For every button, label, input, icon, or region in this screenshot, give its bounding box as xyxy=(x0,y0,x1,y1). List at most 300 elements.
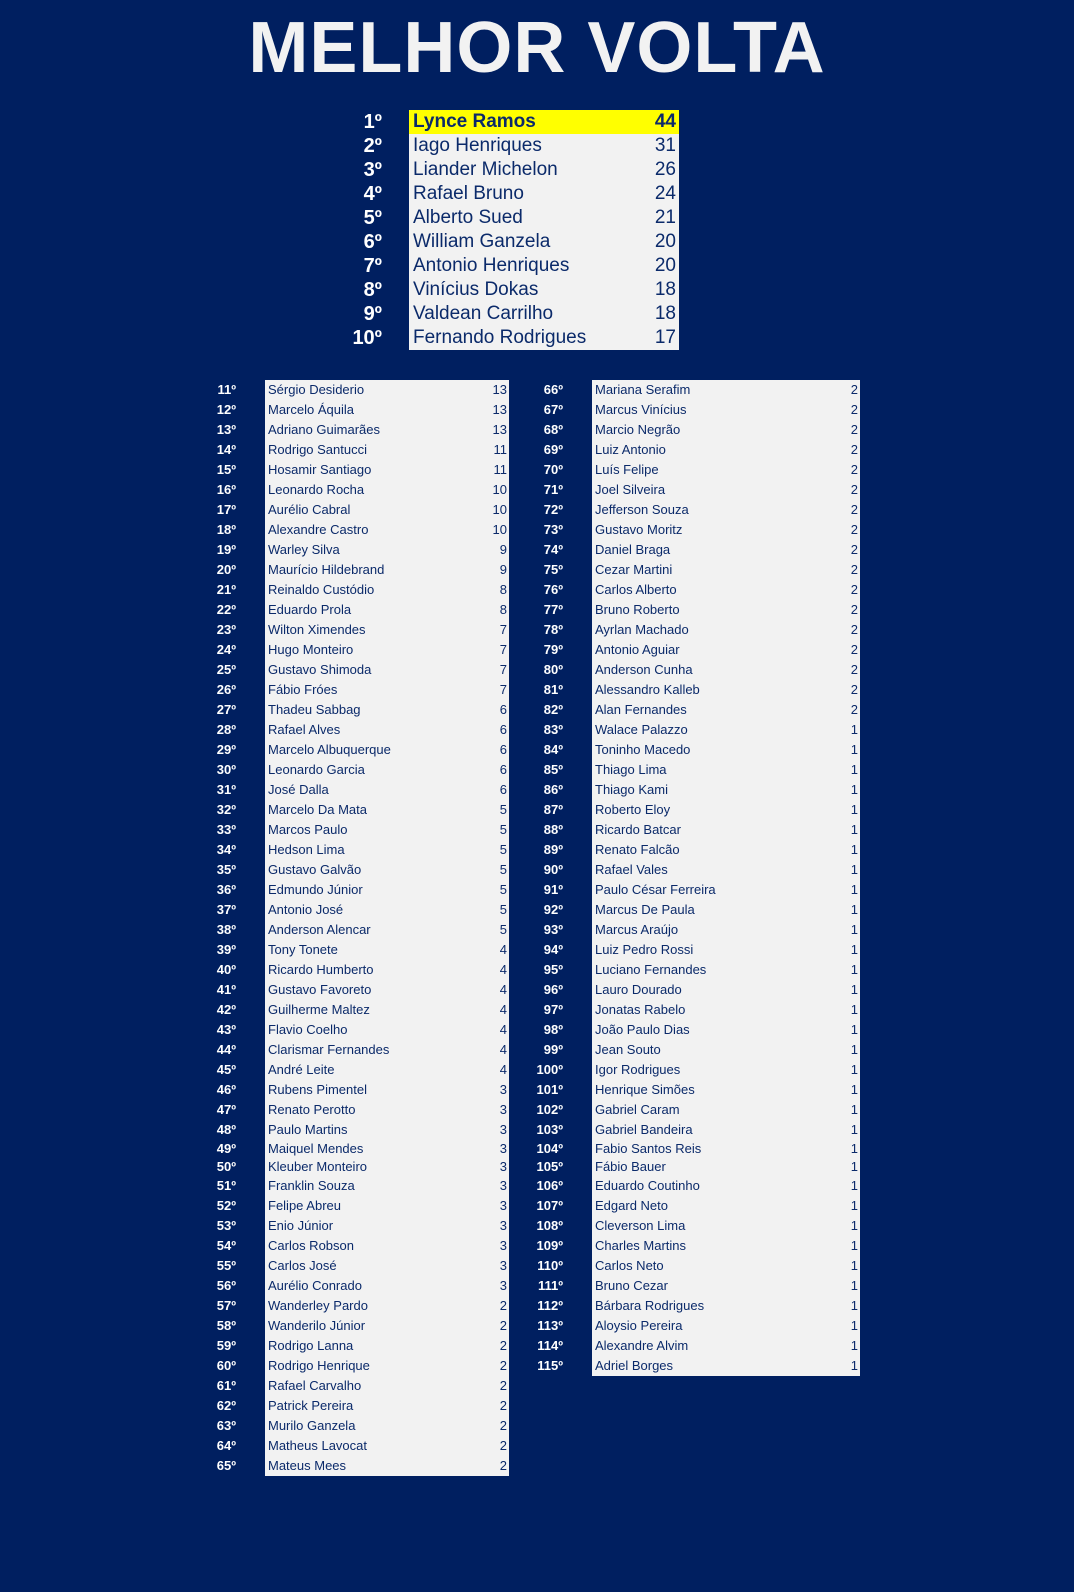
rank-position: 68º xyxy=(543,422,563,437)
driver-points: 2 xyxy=(850,442,858,457)
driver-cell xyxy=(265,1020,509,1040)
driver-points: 3 xyxy=(499,1102,507,1117)
driver-cell xyxy=(592,1356,860,1376)
rank-position: 58º xyxy=(216,1318,236,1333)
driver-name: Rodrigo Henrique xyxy=(268,1358,370,1373)
driver-cell xyxy=(265,740,509,760)
driver-name: Mateus Mees xyxy=(268,1458,347,1473)
driver-points: 13 xyxy=(492,402,507,417)
rank-position: 10º xyxy=(352,327,382,349)
driver-cell xyxy=(265,780,509,800)
driver-name: Thiago Lima xyxy=(595,762,667,777)
rank-position: 71º xyxy=(543,482,563,497)
driver-points: 2 xyxy=(850,642,858,657)
driver-name: Alan Fernandes xyxy=(595,702,687,717)
driver-points: 1 xyxy=(850,1318,858,1333)
rank-position: 9º xyxy=(363,303,382,325)
driver-name: Antonio Henriques xyxy=(413,255,570,276)
driver-name: Leonardo Rocha xyxy=(268,482,365,497)
driver-name: Ricardo Batcar xyxy=(595,822,681,837)
driver-points: 1 xyxy=(850,962,858,977)
driver-cell xyxy=(409,254,679,278)
rank-position: 49º xyxy=(216,1141,236,1156)
driver-name: Rafael Bruno xyxy=(413,183,524,204)
rank-position: 23º xyxy=(216,622,236,637)
driver-name: Alberto Sued xyxy=(413,207,523,228)
driver-name: Fernando Rodrigues xyxy=(413,327,587,348)
driver-points: 7 xyxy=(499,662,507,677)
driver-points: 3 xyxy=(499,1238,507,1253)
driver-cell xyxy=(265,1436,509,1456)
driver-name: Antonio José xyxy=(268,902,344,917)
driver-name: Toninho Macedo xyxy=(595,742,691,757)
driver-cell xyxy=(265,860,509,880)
driver-points: 2 xyxy=(499,1398,507,1413)
driver-points: 2 xyxy=(499,1458,507,1473)
driver-cell xyxy=(265,580,509,600)
driver-points: 5 xyxy=(499,822,507,837)
ranking-row xyxy=(340,206,680,230)
driver-points: 1 xyxy=(850,1358,858,1373)
driver-name: Franklin Souza xyxy=(268,1178,355,1193)
rank-position: 30º xyxy=(216,762,236,777)
driver-cell xyxy=(265,760,509,780)
driver-name: Iago Henriques xyxy=(413,135,542,156)
driver-name: Edmundo Júnior xyxy=(268,882,363,897)
driver-points: 18 xyxy=(654,303,676,324)
driver-points: 4 xyxy=(499,1002,507,1017)
rank-position: 67º xyxy=(543,402,563,417)
driver-points: 2 xyxy=(499,1338,507,1353)
driver-points: 1 xyxy=(850,1002,858,1017)
driver-points: 2 xyxy=(850,382,858,397)
driver-points: 3 xyxy=(499,1218,507,1233)
driver-points: 1 xyxy=(850,1338,858,1353)
driver-cell xyxy=(592,1020,860,1040)
driver-name: Aurélio Conrado xyxy=(268,1278,362,1293)
driver-points: 2 xyxy=(850,622,858,637)
driver-name: Edgard Neto xyxy=(595,1198,668,1213)
driver-points: 1 xyxy=(850,1298,858,1313)
driver-cell xyxy=(265,820,509,840)
driver-name: Guilherme Maltez xyxy=(268,1002,370,1017)
rank-position: 83º xyxy=(543,722,563,737)
driver-name: Wanderilo Júnior xyxy=(268,1318,366,1333)
driver-cell xyxy=(265,1158,509,1176)
driver-cell xyxy=(265,680,509,700)
driver-points: 5 xyxy=(499,882,507,897)
driver-cell xyxy=(265,840,509,860)
driver-name: Jonatas Rabelo xyxy=(595,1002,686,1017)
rank-position: 18º xyxy=(216,522,236,537)
driver-cell xyxy=(409,278,679,302)
driver-cell xyxy=(265,540,509,560)
driver-cell xyxy=(592,460,860,480)
rank-position: 81º xyxy=(543,682,563,697)
driver-cell xyxy=(592,780,860,800)
rank-position: 96º xyxy=(543,982,563,997)
driver-name: Ayrlan Machado xyxy=(595,622,689,637)
driver-name: Reinaldo Custódio xyxy=(268,582,375,597)
driver-name: Bruno Roberto xyxy=(595,602,680,617)
driver-cell xyxy=(409,302,679,326)
rank-position: 40º xyxy=(216,962,236,977)
rank-position: 34º xyxy=(216,842,236,857)
driver-name: Anderson Alencar xyxy=(268,922,371,937)
rank-position: 11º xyxy=(217,382,236,397)
driver-name: Rafael Carvalho xyxy=(268,1378,362,1393)
driver-name: Rodrigo Lanna xyxy=(268,1338,354,1353)
driver-points: 2 xyxy=(499,1378,507,1393)
driver-cell xyxy=(592,1196,860,1216)
driver-name: Cezar Martini xyxy=(595,562,673,577)
driver-name: Marcio Negrão xyxy=(595,422,681,437)
rank-position: 82º xyxy=(543,702,563,717)
driver-points: 2 xyxy=(499,1318,507,1333)
driver-cell xyxy=(592,1158,860,1176)
driver-cell xyxy=(592,820,860,840)
driver-cell xyxy=(265,920,509,940)
driver-points: 20 xyxy=(654,231,676,252)
rank-position: 100º xyxy=(536,1062,563,1077)
driver-points: 1 xyxy=(850,922,858,937)
driver-points: 4 xyxy=(499,962,507,977)
driver-cell xyxy=(592,880,860,900)
rank-position: 25º xyxy=(216,662,236,677)
driver-cell xyxy=(265,960,509,980)
driver-points: 6 xyxy=(499,782,507,797)
driver-points: 2 xyxy=(850,482,858,497)
driver-cell xyxy=(592,520,860,540)
driver-cell xyxy=(265,700,509,720)
driver-name: Vinícius Dokas xyxy=(413,279,539,300)
driver-name: João Paulo Dias xyxy=(595,1022,690,1037)
driver-name: Sérgio Desiderio xyxy=(268,382,365,397)
rank-position: 24º xyxy=(216,642,236,657)
driver-cell xyxy=(592,640,860,660)
driver-cell xyxy=(592,1216,860,1236)
driver-points: 2 xyxy=(850,462,858,477)
driver-cell xyxy=(265,500,509,520)
driver-name: Carlos Alberto xyxy=(595,582,677,597)
driver-points: 1 xyxy=(850,1178,858,1193)
driver-name: Joel Silveira xyxy=(595,482,666,497)
ranking-row xyxy=(340,302,680,326)
driver-points: 3 xyxy=(499,1159,507,1174)
driver-cell xyxy=(592,1080,860,1100)
rank-position: 109º xyxy=(536,1238,563,1253)
rank-position: 64º xyxy=(216,1438,236,1453)
rank-position: 85º xyxy=(543,762,563,777)
driver-points: 1 xyxy=(850,1042,858,1057)
rank-position: 75º xyxy=(543,562,563,577)
driver-points: 2 xyxy=(850,702,858,717)
rank-position: 114º xyxy=(537,1338,563,1353)
rank-position: 51º xyxy=(216,1178,236,1193)
page-title: MELHOR VOLTA xyxy=(248,8,826,88)
rank-position: 97º xyxy=(543,1002,563,1017)
driver-name: Leonardo Garcia xyxy=(268,762,365,777)
driver-cell xyxy=(265,380,509,400)
rank-position: 115º xyxy=(537,1358,563,1373)
driver-cell xyxy=(409,158,679,182)
driver-cell xyxy=(592,1100,860,1120)
driver-points: 2 xyxy=(499,1418,507,1433)
driver-name: Carlos José xyxy=(268,1258,337,1273)
driver-points: 3 xyxy=(499,1082,507,1097)
driver-cell xyxy=(265,400,509,420)
rank-position: 33º xyxy=(216,822,236,837)
driver-name: Bruno Cezar xyxy=(595,1278,668,1293)
driver-cell xyxy=(265,1396,509,1416)
driver-cell xyxy=(265,1236,509,1256)
ranking-row xyxy=(340,278,680,302)
driver-name: Jefferson Souza xyxy=(595,502,689,517)
driver-name: Walace Palazzo xyxy=(595,722,688,737)
driver-points: 17 xyxy=(654,327,676,348)
driver-points: 1 xyxy=(850,742,858,757)
driver-name: Marcus De Paula xyxy=(595,902,695,917)
driver-points: 10 xyxy=(492,522,507,537)
driver-name: Valdean Carrilho xyxy=(413,303,554,324)
driver-points: 1 xyxy=(850,1062,858,1077)
rank-position: 6º xyxy=(363,231,382,253)
driver-name: Maurício Hildebrand xyxy=(268,562,385,577)
driver-points: 1 xyxy=(850,1218,858,1233)
driver-name: Gustavo Favoreto xyxy=(268,982,372,997)
driver-cell xyxy=(592,700,860,720)
driver-points: 1 xyxy=(850,1141,858,1156)
driver-points: 1 xyxy=(850,1159,858,1174)
driver-cell xyxy=(265,1276,509,1296)
driver-cell xyxy=(592,800,860,820)
driver-name: Alexandre Castro xyxy=(268,522,369,537)
driver-points: 8 xyxy=(499,582,507,597)
driver-name: Carlos Neto xyxy=(595,1258,664,1273)
rank-position: 46º xyxy=(216,1082,236,1097)
driver-name: Rafael Vales xyxy=(595,862,668,877)
ranking-row xyxy=(340,326,680,350)
rank-position: 102º xyxy=(536,1102,563,1117)
driver-name: Marcus Araújo xyxy=(595,922,679,937)
rank-position: 107º xyxy=(536,1198,563,1213)
rank-position: 90º xyxy=(543,862,563,877)
driver-name: Hugo Monteiro xyxy=(268,642,354,657)
driver-points: 3 xyxy=(499,1178,507,1193)
driver-cell xyxy=(592,1176,860,1196)
driver-cell xyxy=(265,420,509,440)
driver-name: Marcelo Albuquerque xyxy=(268,742,391,757)
driver-cell xyxy=(592,420,860,440)
driver-name: Gabriel Bandeira xyxy=(595,1122,693,1137)
driver-cell xyxy=(265,1256,509,1276)
driver-name: Renato Falcão xyxy=(595,842,680,857)
driver-points: 9 xyxy=(499,562,507,577)
driver-name: Alexandre Alvim xyxy=(595,1338,689,1353)
driver-cell xyxy=(592,940,860,960)
driver-points: 3 xyxy=(499,1122,507,1137)
driver-points: 5 xyxy=(499,862,507,877)
driver-name: Charles Martins xyxy=(595,1238,687,1253)
driver-points: 1 xyxy=(850,882,858,897)
driver-points: 13 xyxy=(492,382,507,397)
driver-cell xyxy=(265,1000,509,1020)
driver-cell xyxy=(592,1336,860,1356)
driver-points: 1 xyxy=(850,902,858,917)
driver-name: Gustavo Shimoda xyxy=(268,662,372,677)
driver-cell xyxy=(265,460,509,480)
driver-cell xyxy=(265,1376,509,1396)
driver-points: 1 xyxy=(850,1198,858,1213)
driver-points: 31 xyxy=(654,135,676,156)
rank-position: 80º xyxy=(543,662,563,677)
driver-cell xyxy=(265,440,509,460)
driver-cell xyxy=(592,720,860,740)
driver-name: Wilton Ximendes xyxy=(268,622,366,637)
driver-points: 3 xyxy=(499,1278,507,1293)
driver-cell xyxy=(265,640,509,660)
driver-points: 6 xyxy=(499,762,507,777)
driver-cell xyxy=(265,1356,509,1376)
driver-points: 2 xyxy=(850,402,858,417)
driver-name: Eduardo Prola xyxy=(268,602,352,617)
driver-cell xyxy=(265,1416,509,1436)
driver-name: Felipe Abreu xyxy=(268,1198,341,1213)
driver-points: 2 xyxy=(850,602,858,617)
driver-points: 5 xyxy=(499,842,507,857)
driver-name: Marcelo Da Mata xyxy=(268,802,367,817)
driver-name: William Ganzela xyxy=(413,231,551,252)
driver-points: 18 xyxy=(654,279,676,300)
driver-cell xyxy=(592,740,860,760)
rank-position: 73º xyxy=(543,522,563,537)
driver-cell xyxy=(592,960,860,980)
driver-points: 11 xyxy=(493,462,507,477)
driver-name: Clarismar Fernandes xyxy=(268,1042,390,1057)
driver-points: 26 xyxy=(654,159,676,180)
rank-position: 92º xyxy=(543,902,563,917)
rank-position: 65º xyxy=(216,1458,236,1473)
driver-points: 1 xyxy=(850,802,858,817)
driver-name: Matheus Lavocat xyxy=(268,1438,368,1453)
driver-points: 9 xyxy=(499,542,507,557)
driver-points: 4 xyxy=(499,942,507,957)
driver-cell xyxy=(592,1140,860,1158)
driver-cell xyxy=(592,840,860,860)
rank-position: 1º xyxy=(363,111,382,133)
rank-position: 42º xyxy=(216,1002,236,1017)
driver-cell xyxy=(265,600,509,620)
driver-points: 6 xyxy=(499,722,507,737)
driver-points: 1 xyxy=(850,1278,858,1293)
driver-cell xyxy=(265,1456,509,1476)
driver-name: José Dalla xyxy=(268,782,329,797)
driver-cell xyxy=(265,900,509,920)
driver-points: 2 xyxy=(850,422,858,437)
driver-cell xyxy=(592,1000,860,1020)
driver-name: Marcos Paulo xyxy=(268,822,348,837)
driver-points: 2 xyxy=(850,562,858,577)
rank-position: 101º xyxy=(536,1082,563,1097)
driver-points: 11 xyxy=(493,442,507,457)
driver-cell xyxy=(592,760,860,780)
driver-points: 10 xyxy=(492,502,507,517)
driver-points: 4 xyxy=(499,1022,507,1037)
driver-cell xyxy=(409,326,679,350)
driver-cell xyxy=(592,1060,860,1080)
rank-position: 56º xyxy=(216,1278,236,1293)
driver-name: Wanderley Pardo xyxy=(268,1298,368,1313)
driver-cell xyxy=(265,1040,509,1060)
driver-cell xyxy=(265,980,509,1000)
rank-position: 45º xyxy=(216,1062,236,1077)
rank-position: 48º xyxy=(216,1122,236,1137)
rank-position: 54º xyxy=(216,1238,236,1253)
rank-position: 8º xyxy=(363,279,382,301)
leader-highlight-cell xyxy=(409,110,679,134)
driver-points: 10 xyxy=(492,482,507,497)
driver-points: 2 xyxy=(499,1438,507,1453)
rank-position: 72º xyxy=(543,502,563,517)
rank-position: 57º xyxy=(216,1298,236,1313)
driver-cell xyxy=(265,1336,509,1356)
driver-name: Luciano Fernandes xyxy=(595,962,707,977)
driver-cell xyxy=(592,620,860,640)
driver-name: Thadeu Sabbag xyxy=(268,702,361,717)
rank-position: 4º xyxy=(363,183,382,205)
driver-cell xyxy=(265,720,509,740)
driver-name: Rafael Alves xyxy=(268,722,341,737)
driver-cell xyxy=(592,660,860,680)
driver-cell xyxy=(592,1316,860,1336)
rank-position: 5º xyxy=(363,207,382,229)
rank-position: 103º xyxy=(536,1122,563,1137)
driver-name: Henrique Simões xyxy=(595,1082,695,1097)
driver-points: 2 xyxy=(850,542,858,557)
driver-cell xyxy=(265,620,509,640)
rank-position: 27º xyxy=(216,702,236,717)
driver-points: 1 xyxy=(850,722,858,737)
driver-name: Aloysio Pereira xyxy=(595,1318,683,1333)
rank-position: 99º xyxy=(543,1042,563,1057)
rank-position: 38º xyxy=(216,922,236,937)
rank-position: 2º xyxy=(363,135,382,157)
driver-cell xyxy=(592,380,860,400)
driver-name: Bárbara Rodrigues xyxy=(595,1298,705,1313)
driver-name: Daniel Braga xyxy=(595,542,671,557)
driver-points: 1 xyxy=(850,1258,858,1273)
rank-position: 59º xyxy=(216,1338,236,1353)
driver-cell xyxy=(592,600,860,620)
driver-cell xyxy=(592,1276,860,1296)
ranking-row xyxy=(340,230,680,254)
driver-name: Hosamir Santiago xyxy=(268,462,372,477)
rank-position: 104º xyxy=(536,1141,563,1156)
driver-cell xyxy=(265,660,509,680)
top10-table xyxy=(340,110,680,350)
driver-cell xyxy=(265,1120,509,1140)
rank-position: 93º xyxy=(543,922,563,937)
driver-cell xyxy=(265,480,509,500)
rank-position: 112º xyxy=(537,1298,563,1313)
driver-cell xyxy=(265,1080,509,1100)
rank-position: 36º xyxy=(216,882,236,897)
rank-position: 62º xyxy=(216,1398,236,1413)
driver-points: 1 xyxy=(850,782,858,797)
driver-cell xyxy=(409,182,679,206)
driver-cell xyxy=(265,560,509,580)
driver-points: 3 xyxy=(499,1198,507,1213)
